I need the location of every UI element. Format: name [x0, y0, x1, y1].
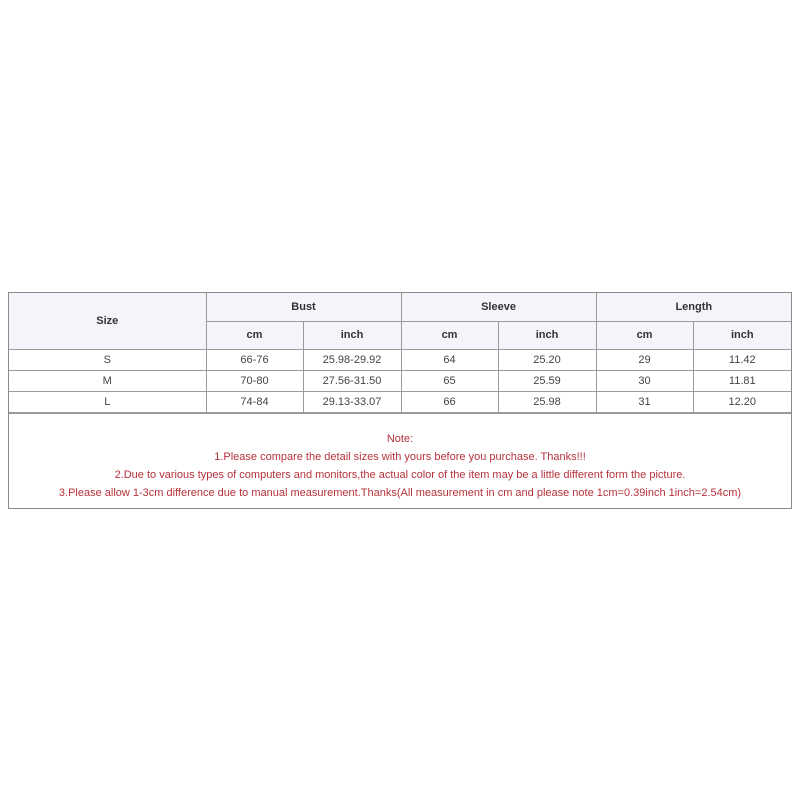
length-cm-header: cm: [596, 321, 693, 349]
bust-cm-header: cm: [206, 321, 303, 349]
bust-cm-cell: 66-76: [206, 349, 303, 370]
length-cm-cell: 30: [596, 370, 693, 391]
note-title: Note:: [386, 432, 414, 445]
length-inch-cell: 11.42: [693, 349, 791, 370]
table-row: [9, 370, 791, 391]
sleeve-cm-cell: 64: [401, 349, 498, 370]
size-table: [9, 293, 791, 413]
bust-inch-cell: 27.56-31.50: [303, 370, 401, 391]
length-cm-cell: 31: [596, 391, 693, 412]
size-header: Size: [9, 293, 206, 349]
sleeve-cm-cell: 65: [401, 370, 498, 391]
sleeve-header: Sleeve: [401, 293, 596, 321]
bust-header: Bust: [206, 293, 401, 321]
sleeve-inch-cell: 25.20: [498, 349, 596, 370]
notes-section: [9, 413, 791, 502]
sleeve-inch-cell: 25.98: [498, 391, 596, 412]
sleeve-cm-header: cm: [401, 321, 498, 349]
size-cell: M: [9, 370, 206, 391]
bust-inch-cell: 25.98-29.92: [303, 349, 401, 370]
length-inch-cell: 11.81: [693, 370, 791, 391]
length-header: Length: [596, 293, 791, 321]
note-line-3: 3.Please allow 1-3cm difference due to manual measurement.Thanks(All measurement in cm and please note 1cm=0.39inch 1inch=2.54cm): [58, 486, 742, 499]
length-cm-cell: 29: [596, 349, 693, 370]
table-row: [9, 391, 791, 412]
table-row: [9, 349, 791, 370]
length-inch-cell: 12.20: [693, 391, 791, 412]
bust-cm-cell: 70-80: [206, 370, 303, 391]
sleeve-cm-cell: 66: [401, 391, 498, 412]
bust-inch-cell: 29.13-33.07: [303, 391, 401, 412]
size-cell: L: [9, 391, 206, 412]
header-row-groups: [9, 293, 791, 321]
size-cell: S: [9, 349, 206, 370]
note-line-1: 1.Please compare the detail sizes with yours before you purchase. Thanks!!!: [214, 450, 586, 463]
note-line-2: 2.Due to various types of computers and monitors,the actual color of the item may be a little different form the picture.: [114, 468, 686, 481]
sleeve-inch-cell: 25.59: [498, 370, 596, 391]
sleeve-inch-header: inch: [498, 321, 596, 349]
size-chart: [8, 292, 792, 509]
length-inch-header: inch: [693, 321, 791, 349]
bust-cm-cell: 74-84: [206, 391, 303, 412]
bust-inch-header: inch: [303, 321, 401, 349]
